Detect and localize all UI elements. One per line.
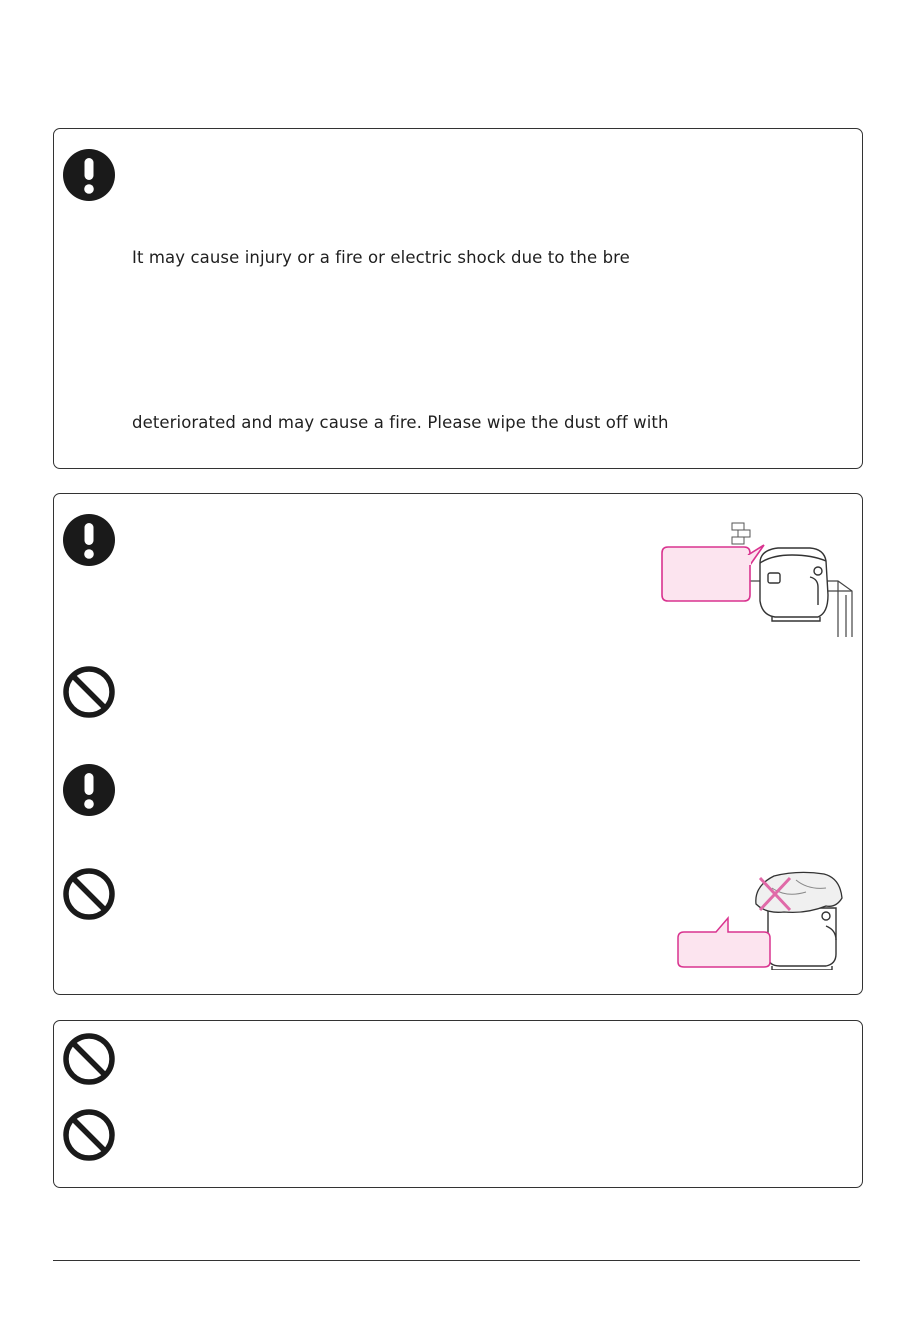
- air-fryer-wall-clearance-illustration: [660, 515, 855, 640]
- warning-text-line-1: It may cause injury or a fire or electric shock due to the bre: [132, 248, 630, 267]
- prohibition-icon: [63, 666, 115, 718]
- prohibition-icon: [63, 868, 115, 920]
- footer-rule: [53, 1260, 860, 1261]
- warning-text-line-2: deteriorated and may cause a fire. Please wipe the dust off with: [132, 413, 669, 432]
- prohibition-icon: [63, 1109, 115, 1161]
- exclamation-mandatory-icon: [63, 149, 115, 201]
- air-fryer-covered-illustration: [676, 868, 861, 970]
- exclamation-mandatory-icon: [63, 764, 115, 816]
- prohibition-icon: [63, 1033, 115, 1085]
- warning-box-3: [53, 1020, 863, 1188]
- exclamation-mandatory-icon: [63, 514, 115, 566]
